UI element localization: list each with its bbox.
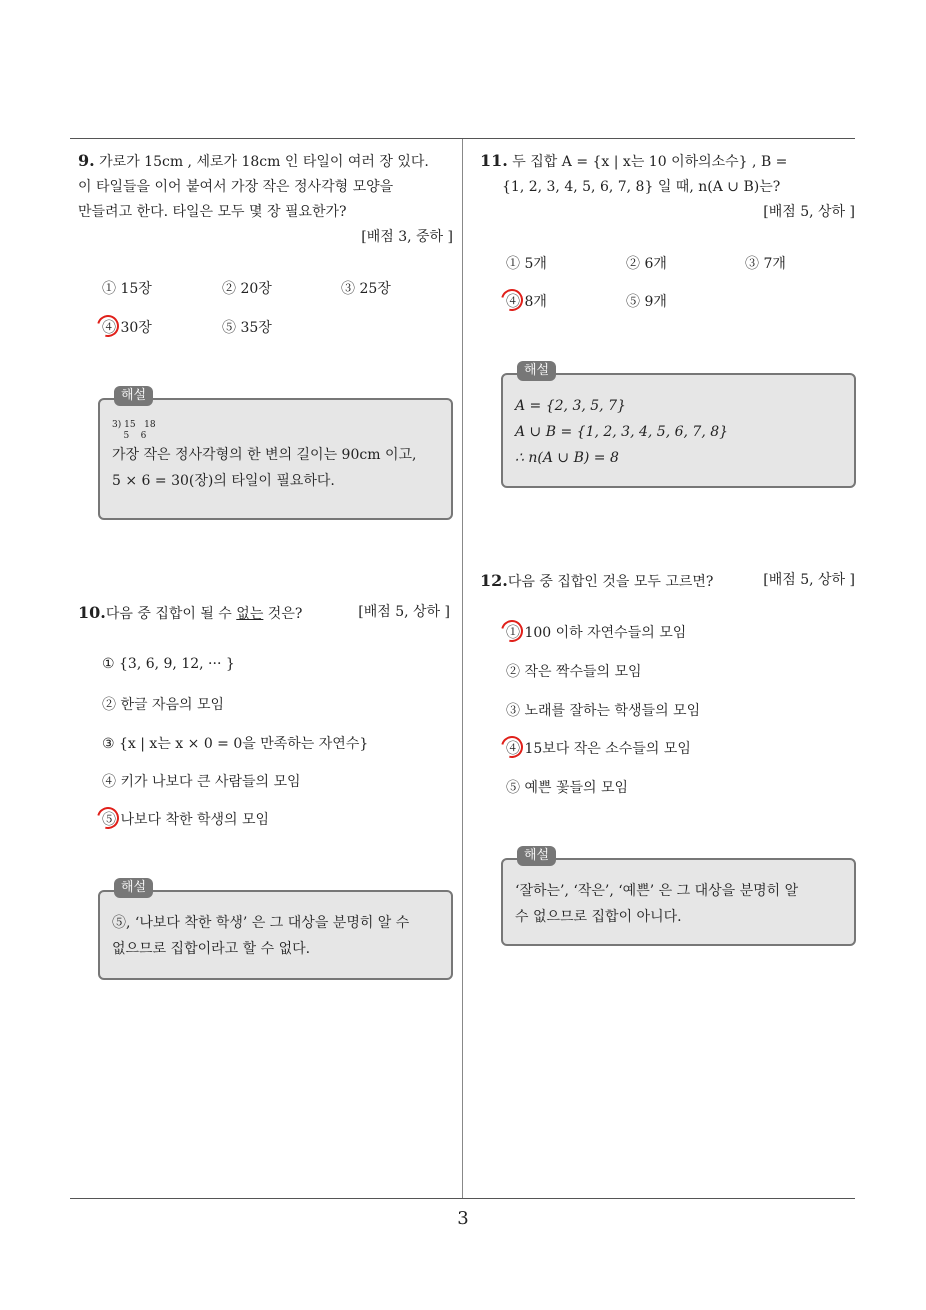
question-text: 가로가 15cm , 세로가 18cm 인 타일이 여러 장 있다.	[99, 154, 429, 170]
option-4[interactable]: ④ 키가 나보다 큰 사람들의 모임	[102, 774, 301, 790]
calc-line: 5 6	[112, 431, 147, 441]
solution-tag: 해설	[517, 846, 556, 866]
question-11	[480, 148, 855, 225]
solution-text: A = {2, 3, 5, 7}	[515, 398, 626, 414]
question-number: 11.	[480, 151, 508, 170]
option-1[interactable]: ① {3, 6, 9, 12, ··· }	[102, 656, 235, 672]
score-label: [배점 3, 중하 ]	[361, 229, 453, 245]
question-10	[78, 600, 450, 627]
question-text: {1, 2, 3, 4, 5, 6, 7, 8} 일 때, n(A ∪ B)는?	[502, 179, 781, 195]
score-label: [배점 5, 상하 ]	[358, 604, 450, 620]
score-label: [배점 5, 상하 ]	[763, 204, 855, 220]
solution-tag: 해설	[517, 361, 556, 381]
option-5[interactable]: ⑤ 9개	[626, 294, 667, 310]
option-1[interactable]: ① 5개	[506, 256, 547, 272]
question-text: 두 집합 A = {x | x는 10 이하의소수} , B =	[512, 154, 788, 170]
solution-text: ∴ n(A ∪ B) = 8	[515, 450, 619, 466]
question-text: 이 타일들을 이어 붙여서 가장 작은 정사각형 모양을	[78, 179, 394, 195]
option-4[interactable]: ④ 15보다 작은 소수들의 모임	[506, 741, 691, 757]
option-1[interactable]: ① 100 이하 자연수들의 모임	[506, 625, 687, 641]
option-3[interactable]: ③ {x | x는 x × 0 = 0을 만족하는 자연수}	[102, 736, 369, 752]
question-12	[480, 568, 855, 595]
question-number: 10.	[78, 603, 106, 622]
option-5[interactable]: ⑤ 35장	[222, 320, 272, 336]
option-5[interactable]: ⑤ 예쁜 꽃들의 모임	[506, 780, 629, 796]
option-1[interactable]: ① 15장	[102, 281, 152, 297]
solution-box-10	[98, 880, 453, 980]
question-text: 다음 중 집합이 될 수	[105, 606, 237, 622]
question-text-underlined: 없는	[236, 606, 264, 622]
solution-text: 수 없으므로 집합이 아니다.	[515, 909, 682, 925]
option-3[interactable]: ③ 7개	[745, 256, 786, 272]
solution-tag: 해설	[114, 878, 153, 898]
solution-text: 없으므로 집합이라고 할 수 없다.	[112, 941, 311, 957]
solution-tag: 해설	[114, 386, 153, 406]
bottom-rule	[70, 1198, 855, 1199]
calc-line: 3) 15 18	[112, 420, 156, 430]
page-number: 3	[457, 1208, 469, 1229]
column-divider	[462, 139, 463, 1199]
question-text: 다음 중 집합인 것을 모두 고르면?	[507, 574, 714, 590]
solution-text: A ∪ B = {1, 2, 3, 4, 5, 6, 7, 8}	[515, 424, 729, 440]
option-2[interactable]: ② 작은 짝수들의 모임	[506, 664, 642, 680]
option-5[interactable]: ⑤ 나보다 착한 학생의 모임	[102, 812, 270, 828]
solution-text: ‘잘하는’, ‘작은’, ‘예쁜’ 은 그 대상을 분명히 알	[515, 883, 799, 899]
option-3[interactable]: ③ 25장	[341, 281, 391, 297]
solution-text: ⑤, ‘나보다 착한 학생’ 은 그 대상을 분명히 알 수	[112, 915, 410, 931]
question-number: 9.	[78, 151, 95, 170]
solution-box-11	[501, 363, 856, 488]
solution-text: 가장 작은 정사각형의 한 변의 길이는 90cm 이고,	[112, 447, 417, 463]
score-label: [배점 5, 상하 ]	[763, 572, 855, 588]
question-number: 12.	[480, 571, 508, 590]
option-2[interactable]: ② 한글 자음의 모임	[102, 697, 225, 713]
option-4[interactable]: ④ 8개	[506, 294, 547, 310]
solution-box-12	[501, 848, 856, 946]
solution-box-9	[98, 388, 453, 520]
question-text: 만들려고 한다. 타일은 모두 몇 장 필요한가?	[78, 204, 347, 220]
question-text: 것은?	[263, 606, 303, 622]
solution-text: 5 × 6 = 30(장)의 타일이 필요하다.	[112, 473, 335, 489]
option-3[interactable]: ③ 노래를 잘하는 학생들의 모임	[506, 703, 701, 719]
option-4[interactable]: ④ 30장	[102, 320, 152, 336]
option-2[interactable]: ② 20장	[222, 281, 272, 297]
option-2[interactable]: ② 6개	[626, 256, 667, 272]
question-9	[78, 148, 453, 250]
